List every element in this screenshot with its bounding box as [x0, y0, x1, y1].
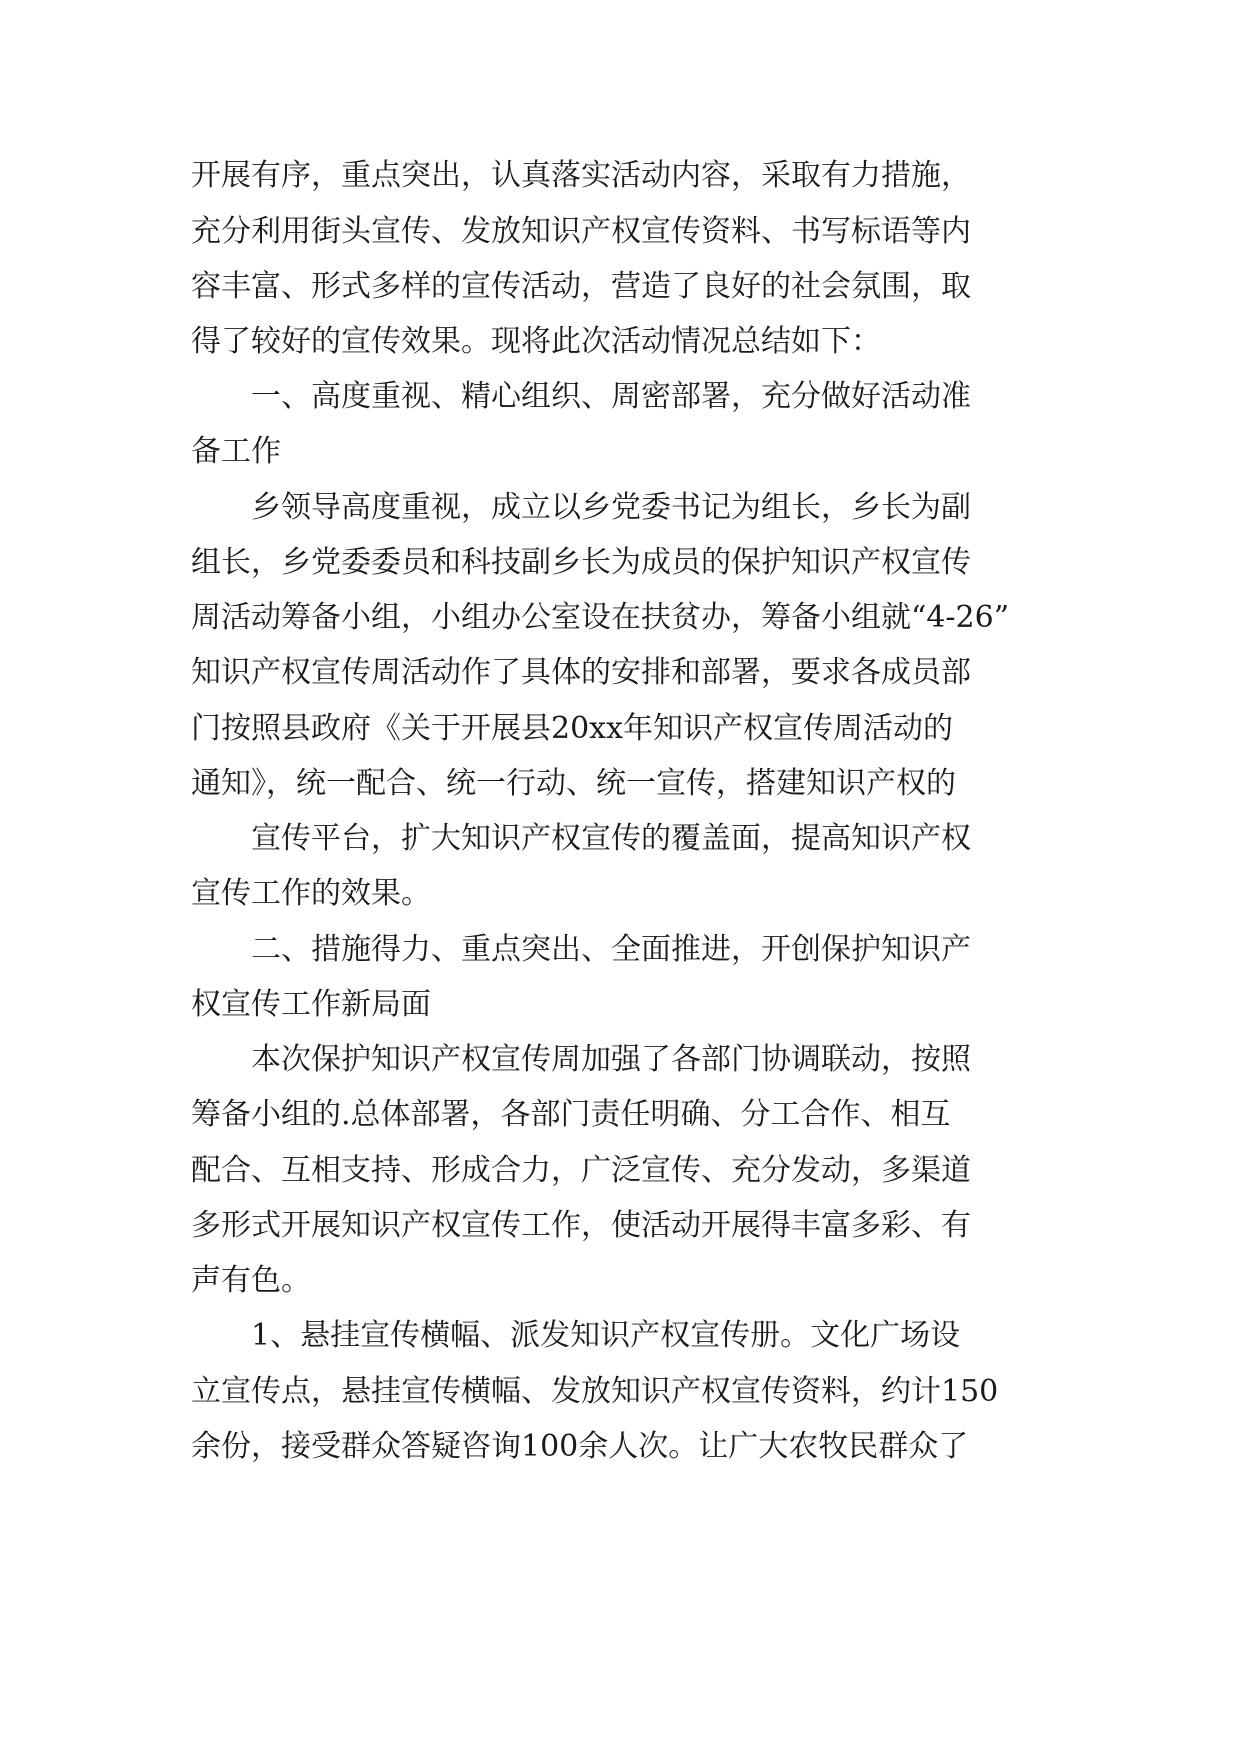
- text-line: 配合、互相支持、形成合力，广泛宣传、充分发动，多渠道: [191, 1153, 971, 1188]
- text-line: 门按照县政府《关于开展县20xx年知识产权宣传周活动的: [191, 711, 954, 746]
- text-line: 开展有序，重点突出，认真落实活动内容，采取有力措施，: [191, 158, 971, 193]
- section-heading-cont: 备工作: [191, 434, 281, 469]
- text-line: 充分利用街头宣传、发放知识产权宣传资料、书写标语等内: [191, 214, 971, 249]
- text-line: 周活动筹备小组，小组办公室设在扶贫办，筹备小组就“4-26”: [191, 600, 1010, 635]
- text-line: 通知》，统一配合、统一行动、统一宣传，搭建知识产权的: [191, 766, 956, 801]
- section-heading: 二、措施得力、重点突出、全面推进，开创保护知识产: [251, 932, 971, 967]
- text-line: 容丰富、形式多样的宣传活动，营造了良好的社会氛围，取: [191, 269, 971, 304]
- text-line: 1、悬挂宣传横幅、派发知识产权宣传册。文化广场设: [251, 1318, 961, 1353]
- text-line: 本次保护知识产权宣传周加强了各部门协调联动，按照: [251, 1042, 971, 1077]
- text-line: 组长，乡党委委员和科技副乡长为成员的保护知识产权宣传: [191, 545, 971, 580]
- section-heading-cont: 权宣传工作新局面: [191, 987, 431, 1022]
- text-line: 宣传平台，扩大知识产权宣传的覆盖面，提高知识产权: [251, 821, 971, 856]
- text-line: 多形式开展知识产权宣传工作，使活动开展得丰富多彩、有: [191, 1208, 971, 1243]
- text-line: 余份，接受群众答疑咨询100余人次。让广大农牧民群众了: [191, 1429, 969, 1464]
- text-line: 声有色。: [191, 1263, 311, 1298]
- text-line: 宣传工作的效果。: [191, 876, 431, 911]
- text-line: 立宣传点，悬挂宣传横幅、发放知识产权宣传资料，约计150: [191, 1374, 999, 1409]
- text-line: 得了较好的宣传效果。现将此次活动情况总结如下：: [191, 324, 881, 359]
- text-line: 知识产权宣传周活动作了具体的安排和部署，要求各成员部: [191, 655, 971, 690]
- text-line: 筹备小组的.总体部署，各部门责任明确、分工合作、相互: [191, 1097, 951, 1132]
- section-heading: 一、高度重视、精心组织、周密部署，充分做好活动准: [251, 379, 971, 414]
- text-line: 乡领导高度重视，成立以乡党委书记为组长，乡长为副: [251, 490, 971, 525]
